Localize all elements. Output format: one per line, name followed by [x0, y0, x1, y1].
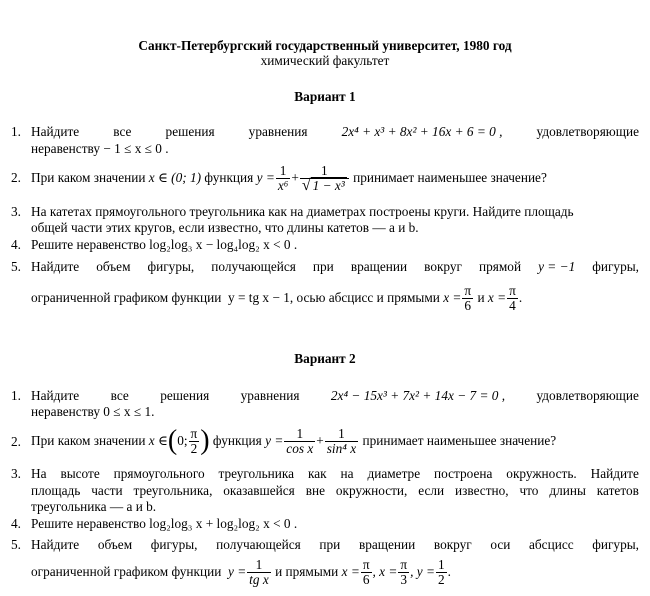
v2-problem-3-line-2: площадь части треугольника, оказавшейся вне окружности, если известно, что длины катетов — [31, 483, 639, 498]
fraction: $\frac{1}{\text{cos x}}$ — [286, 425, 314, 456]
v2-problem-5-line-1: Найдите объем фигуры, получающейся при вращении вокруг оси абсцисс фигуры, — [31, 537, 639, 552]
v2-problem-4-text: Решите неравенство log₂log₃ x + log₂log₂ x < 0 . — [31, 516, 298, 531]
v2-problem-2-text: При каком значении x ∈ ( 0; π 2 ) функция y = $\frac{1}{\text{cos x}}$ + $\frac{1}{\text{sin⁴ x}}$ принимает наименьшее значение? — [31, 425, 557, 456]
v1-problem-3-number: 3. — [11, 204, 21, 219]
v2-problem-4-number: 4. — [11, 516, 21, 531]
v1-problem-5-line-1: Найдите объем фигуры, получающейся при вращении вокруг прямой y = −1 фигуры, — [31, 259, 639, 274]
v2-problem-2-number: 2. — [11, 434, 21, 449]
variant-2-title: Вариант 2 — [294, 351, 356, 366]
v1-problem-3-line-1: На катетах прямоугольного треугольника как на диаметрах построены круги. Найдите площадь — [31, 204, 574, 219]
v2-problem-3-number: 3. — [11, 466, 21, 481]
fraction: $\frac{1}{2}$ — [437, 556, 445, 587]
word: удовлетворяющие — [536, 124, 639, 139]
fraction: $\frac{1}{\text{x⁶}}$ — [277, 162, 289, 193]
v1-problem-3-line-2: общей части этих кругов, если известно, что длины катетов — a и b. — [31, 220, 419, 235]
v1-problem-1-line-1 — [31, 124, 639, 140]
variant-1-title: Вариант 1 — [294, 89, 356, 104]
word: все — [113, 124, 132, 139]
v1-problem-2-text: При каком значении x ∈ (0; 1) функция y = $\frac{1}{\text{x⁶}}$ + $\frac{1}{\text{√ 1 − x³}}$ принимает наименьшее значение? — [31, 162, 547, 194]
v2-problem-3-line-3: треугольника — a и b. — [31, 499, 157, 514]
text: функция — [204, 170, 254, 185]
function-symbol: y = — [256, 170, 275, 185]
text: принимает наименьшее значение? — [353, 170, 547, 185]
v2-problem-1-number: 1. — [11, 388, 21, 403]
v2-problem-5-line-2: ограниченной графиком функции y = $\frac{1}{\text{tg x}}$ и прямыми x = $\frac{\pi}{6}$ , x = $\frac{\pi}{3}$ , y = $\frac{1}{2}$ . — [31, 556, 451, 587]
fraction: $\frac{1}{\text{tg x}}$ — [249, 556, 269, 587]
equation: 2x⁴ + x³ + 8x² + 16x + 6 = 0 , — [341, 124, 503, 139]
fraction: $\frac{\pi}{6}$ — [464, 282, 472, 313]
text: При каком значении — [31, 170, 146, 185]
v1-problem-4-number: 4. — [11, 237, 21, 252]
v1-problem-1-number: 1. — [11, 124, 21, 139]
university-heading: Санкт-Петербургский государственный университет, 1980 год — [138, 38, 512, 53]
equation: 2x⁴ − 15x³ + 7x² + 14x − 7 = 0 , — [330, 388, 506, 403]
faculty-subheading: химический факультет — [260, 53, 390, 68]
word: уравнения — [248, 124, 308, 139]
v1-problem-2-number: 2. — [11, 170, 21, 185]
v1-problem-5-line-2: ограниченной графиком функции y = tg x − 1, осью абсцисс и прямыми x = $\frac{\pi}{6}$ и x = $\frac{\pi}{4}$ . — [31, 282, 523, 313]
v1-problem-1-line-2: неравенству − 1 ≤ x ≤ 0 . — [31, 141, 169, 156]
v2-problem-1-line-2: неравенству 0 ≤ x ≤ 1. — [31, 404, 155, 419]
condition: x ∈ (0; 1) — [148, 170, 202, 185]
fraction: $\frac{1}{\text{√ 1 − x³}}$ — [300, 164, 349, 193]
fraction: $\frac{1}{\text{sin⁴ x}}$ — [326, 425, 357, 456]
v1-problem-4-text: Решите неравенство log₂log₃ x − log₄log₂ x < 0 . — [31, 237, 298, 252]
word: решения — [165, 124, 215, 139]
v1-problem-5-number: 5. — [11, 259, 21, 274]
v2-problem-3-line-1: На высоте прямоугольного треугольника как на диаметре построена окружность. Найдите — [31, 466, 639, 481]
fraction: $\frac{\pi}{6}$ — [362, 556, 370, 587]
fraction: $\frac{\pi}{3}$ — [400, 556, 408, 587]
v2-problem-1-line-1: Найдите все решения уравнения 2x⁴ − 15x³ + 7x² + 14x − 7 = 0 , удовлетворяющие — [31, 388, 639, 403]
v2-problem-5-number: 5. — [11, 537, 21, 552]
word: Найдите — [31, 124, 80, 139]
fraction: $\frac{\pi}{4}$ — [509, 282, 516, 313]
fraction: π 2 — [190, 425, 198, 456]
